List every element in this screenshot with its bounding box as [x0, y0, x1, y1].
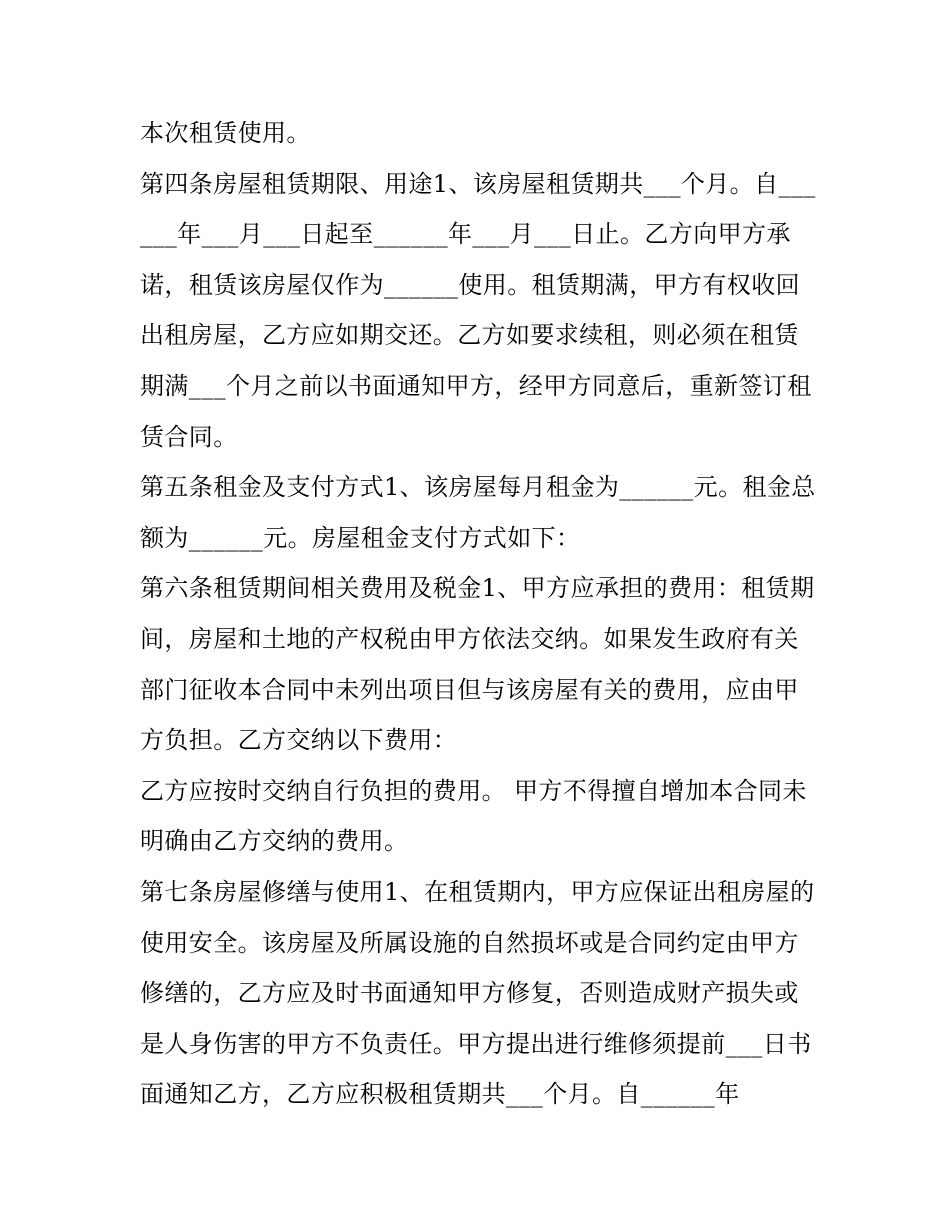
paragraph-fees: 乙方应按时交纳自行负担的费用。 甲方不得擅自增加本合同未明确由乙方交纳的费用。 — [140, 776, 807, 856]
paragraph-article-6: 第六条租赁期间相关费用及税金1、甲方应承担的费用：租赁期间，房屋和土地的产权税由甲方依法交纳。如果发生政府有关部门征收本合同中未列出项目但与该房屋有关的费用，应由甲方负担。乙方交纳以下费用： — [140, 574, 815, 755]
paragraph-article-5: 第五条租金及支付方式1、该房屋每月租金为______元。租金总额为______元。房屋租金支付方式如下： — [140, 473, 816, 552]
paragraph-article-4: 第四条房屋租赁期限、用途1、该房屋租赁期共___个月。自______年___月___日起至______年___月___日止。乙方向甲方承诺，租赁该房屋仅作为______使用。租赁期满，甲方有权收回出租房屋，乙方应如期交还。乙方如要求续租，则必须在租赁期满___个月之前以书面通知甲方，经甲方同意后，重新签订租赁合同。 — [140, 169, 816, 451]
paragraph-article-7: 第七条房屋修缮与使用1、在租赁期内，甲方应保证出租房屋的使用安全。该房屋及所属设施的自然损坏或是合同约定由甲方修缮的，乙方应及时书面通知甲方修复，否则造成财产损失或是人身伤害的甲方不负责任。甲方提出进行维修须提前___日书面通知乙方，乙方应积极租赁期共___个月。自______年 — [140, 877, 815, 1109]
paragraph-lease-use: 本次租赁使用。 — [140, 119, 311, 147]
document-page — [140, 108, 820, 1120]
